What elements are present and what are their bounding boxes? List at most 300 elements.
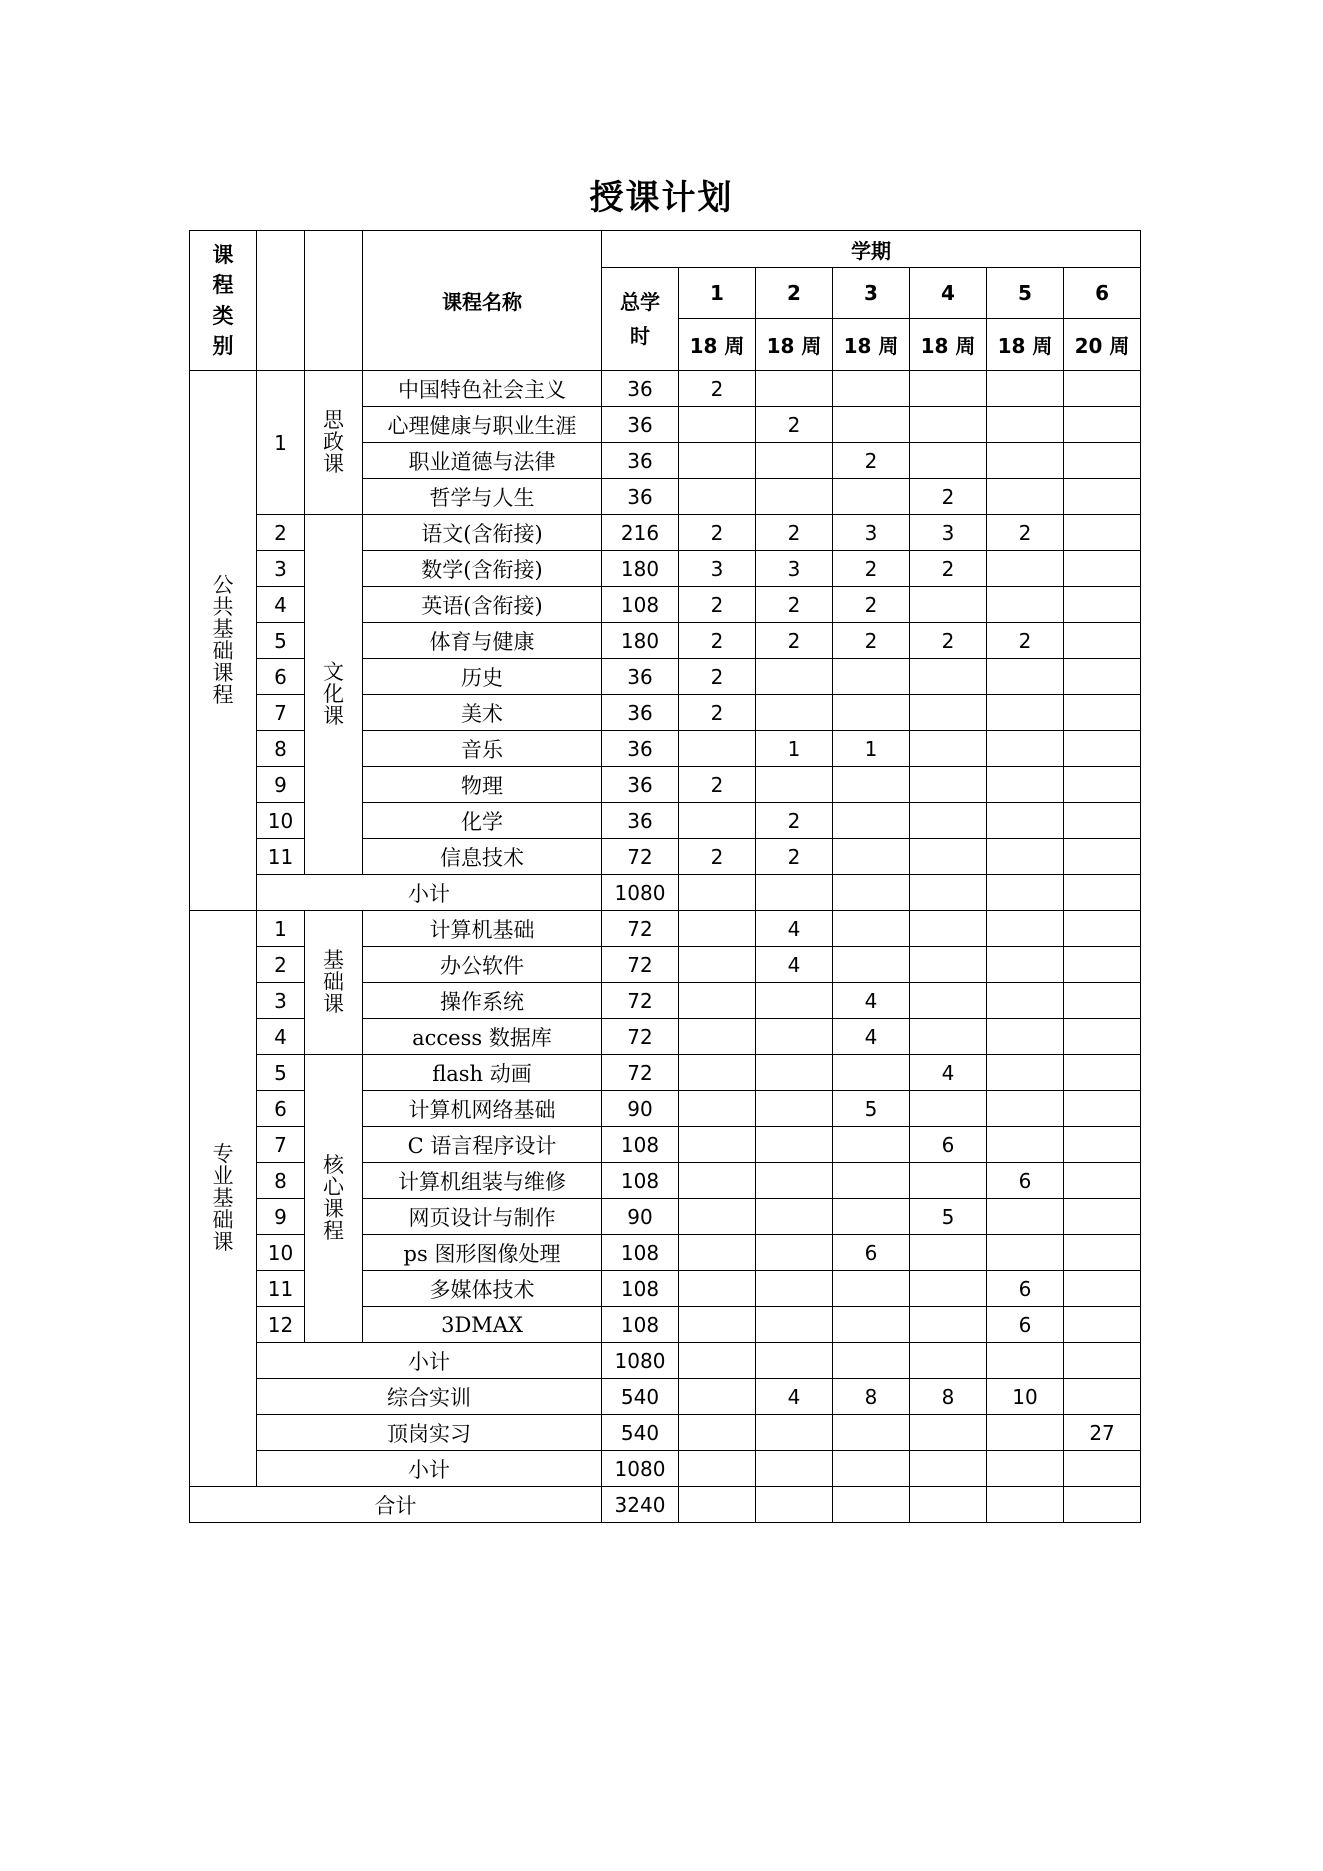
term-hours-cell: 2 — [679, 515, 756, 551]
subtotal-value: 1080 — [602, 875, 679, 911]
term-hours-cell — [833, 1343, 910, 1379]
grand-total-value: 3240 — [602, 1487, 679, 1523]
term-hours-cell — [910, 371, 987, 407]
term-hours-cell — [910, 1019, 987, 1055]
term-hours-cell — [987, 839, 1064, 875]
term-hours-cell — [756, 1451, 833, 1487]
term-hours-cell — [910, 731, 987, 767]
term-hours-cell — [1064, 479, 1141, 515]
term-hours-cell: 6 — [910, 1127, 987, 1163]
term-hours-cell — [1064, 875, 1141, 911]
term-hours-cell — [910, 1415, 987, 1451]
course-name: 3DMAX — [363, 1307, 602, 1343]
term-hours-cell: 2 — [910, 479, 987, 515]
term-hours-cell — [833, 371, 910, 407]
term-hours-cell — [1064, 1199, 1141, 1235]
term-hours-cell — [910, 659, 987, 695]
term-hours-cell — [1064, 1055, 1141, 1091]
header-term: 3 — [833, 268, 910, 319]
term-hours-cell: 2 — [679, 695, 756, 731]
term-hours-cell: 2 — [679, 659, 756, 695]
term-hours-cell — [1064, 983, 1141, 1019]
course-number: 12 — [257, 1307, 305, 1343]
term-hours-cell — [756, 1487, 833, 1523]
term-hours-cell: 4 — [756, 947, 833, 983]
term-hours-cell: 8 — [910, 1379, 987, 1415]
course-name: 网页设计与制作 — [363, 1199, 602, 1235]
term-hours-cell: 6 — [987, 1271, 1064, 1307]
header-weeks: 18 周 — [679, 319, 756, 371]
term-hours-cell — [679, 1451, 756, 1487]
subtotal-label: 小计 — [257, 1343, 602, 1379]
term-hours-cell — [756, 443, 833, 479]
term-hours-cell: 2 — [756, 407, 833, 443]
term-hours-cell — [756, 1127, 833, 1163]
term-hours-cell: 8 — [833, 1379, 910, 1415]
course-name: 信息技术 — [363, 839, 602, 875]
term-hours-cell — [1064, 407, 1141, 443]
term-hours-cell — [1064, 1019, 1141, 1055]
term-hours-cell — [756, 1019, 833, 1055]
term-hours-cell: 6 — [987, 1163, 1064, 1199]
term-hours-cell — [833, 1163, 910, 1199]
term-hours-cell — [1064, 623, 1141, 659]
term-hours-cell — [987, 1487, 1064, 1523]
table-row — [190, 1451, 1141, 1487]
header-blank-no — [257, 231, 305, 371]
term-hours-cell — [679, 875, 756, 911]
total-hours-cell: 180 — [602, 623, 679, 659]
table-row — [190, 515, 1141, 551]
total-hours-cell: 72 — [602, 839, 679, 875]
total-hours-cell: 36 — [602, 407, 679, 443]
term-hours-cell: 4 — [833, 983, 910, 1019]
term-hours-cell — [833, 803, 910, 839]
header-weeks: 20 周 — [1064, 319, 1141, 371]
term-hours-cell: 1 — [833, 731, 910, 767]
total-hours-cell: 108 — [602, 1163, 679, 1199]
term-hours-cell: 2 — [756, 587, 833, 623]
category-label-professional: 专业基础课 — [190, 911, 257, 1487]
term-hours-cell — [987, 1127, 1064, 1163]
course-name: 化学 — [363, 803, 602, 839]
total-hours-cell: 36 — [602, 695, 679, 731]
course-number: 3 — [257, 551, 305, 587]
term-hours-cell — [833, 1199, 910, 1235]
term-hours-cell — [910, 1271, 987, 1307]
item-label: 综合实训 — [257, 1379, 602, 1415]
term-hours-cell — [679, 1343, 756, 1379]
term-hours-cell — [910, 1307, 987, 1343]
term-hours-cell: 2 — [756, 623, 833, 659]
term-hours-cell — [910, 875, 987, 911]
course-name: 办公软件 — [363, 947, 602, 983]
term-hours-cell — [1064, 767, 1141, 803]
course-name: 计算机网络基础 — [363, 1091, 602, 1127]
total-hours-cell: 72 — [602, 983, 679, 1019]
term-hours-cell — [756, 1235, 833, 1271]
term-hours-cell: 3 — [910, 515, 987, 551]
page-title: 授课计划 — [589, 178, 734, 218]
total-hours-cell: 216 — [602, 515, 679, 551]
term-hours-cell: 27 — [1064, 1415, 1141, 1451]
term-hours-cell — [1064, 443, 1141, 479]
course-name: access 数据库 — [363, 1019, 602, 1055]
total-hours-cell: 36 — [602, 371, 679, 407]
total-hours-cell: 72 — [602, 1019, 679, 1055]
header-term: 1 — [679, 268, 756, 319]
course-name: 多媒体技术 — [363, 1271, 602, 1307]
term-hours-cell — [910, 695, 987, 731]
table-row — [190, 875, 1141, 911]
term-hours-cell: 2 — [833, 551, 910, 587]
course-number: 5 — [257, 623, 305, 659]
term-hours-cell — [910, 1163, 987, 1199]
term-hours-cell — [833, 1307, 910, 1343]
term-hours-cell — [679, 1415, 756, 1451]
table-row — [190, 371, 1141, 407]
total-hours-cell: 36 — [602, 767, 679, 803]
term-hours-cell — [1064, 1127, 1141, 1163]
term-hours-cell: 2 — [987, 515, 1064, 551]
course-name: 数学(含衔接) — [363, 551, 602, 587]
term-hours-cell — [679, 947, 756, 983]
term-hours-cell: 2 — [833, 443, 910, 479]
term-hours-cell — [987, 731, 1064, 767]
course-number: 6 — [257, 1091, 305, 1127]
course-name: 音乐 — [363, 731, 602, 767]
term-hours-cell — [1064, 1379, 1141, 1415]
term-hours-cell: 10 — [987, 1379, 1064, 1415]
group-label: 思政课 — [305, 371, 363, 515]
term-hours-cell — [1064, 1271, 1141, 1307]
term-hours-cell — [1064, 1451, 1141, 1487]
header-term: 5 — [987, 268, 1064, 319]
course-number: 9 — [257, 767, 305, 803]
term-hours-cell — [987, 911, 1064, 947]
term-hours-cell — [833, 695, 910, 731]
term-hours-cell — [833, 1271, 910, 1307]
term-hours-cell: 4 — [756, 1379, 833, 1415]
term-hours-cell — [833, 1451, 910, 1487]
term-hours-cell — [756, 1055, 833, 1091]
header-weeks: 18 周 — [987, 319, 1064, 371]
total-hours-cell: 108 — [602, 1307, 679, 1343]
term-hours-cell — [756, 479, 833, 515]
term-hours-cell — [910, 587, 987, 623]
course-number: 7 — [257, 1127, 305, 1163]
term-hours-cell — [910, 1343, 987, 1379]
term-hours-cell — [756, 767, 833, 803]
group-label: 基础课 — [305, 911, 363, 1055]
term-hours-cell — [833, 1415, 910, 1451]
term-hours-cell — [1064, 515, 1141, 551]
grand-total-label: 合计 — [190, 1487, 602, 1523]
term-hours-cell — [987, 659, 1064, 695]
term-hours-cell — [1064, 911, 1141, 947]
term-hours-cell — [987, 983, 1064, 1019]
term-hours-cell — [833, 839, 910, 875]
term-hours-cell — [1064, 1163, 1141, 1199]
term-hours-cell — [756, 1415, 833, 1451]
subtotal-label: 小计 — [257, 1451, 602, 1487]
header-weeks: 18 周 — [756, 319, 833, 371]
total-hours-cell: 72 — [602, 911, 679, 947]
term-hours-cell — [987, 1343, 1064, 1379]
course-name: 操作系统 — [363, 983, 602, 1019]
term-hours-cell — [1064, 695, 1141, 731]
term-hours-cell — [910, 443, 987, 479]
term-hours-cell: 2 — [679, 371, 756, 407]
term-hours-cell — [679, 1019, 756, 1055]
term-hours-cell — [910, 1487, 987, 1523]
course-number: 1 — [257, 371, 305, 515]
teaching-plan-table — [189, 230, 1141, 1523]
term-hours-cell — [987, 479, 1064, 515]
term-hours-cell — [679, 983, 756, 1019]
term-hours-cell — [987, 371, 1064, 407]
term-hours-cell — [987, 875, 1064, 911]
term-hours-cell — [679, 803, 756, 839]
term-hours-cell — [756, 1307, 833, 1343]
term-hours-cell — [756, 659, 833, 695]
table-row — [190, 911, 1141, 947]
term-hours-cell: 4 — [833, 1019, 910, 1055]
header-weeks: 18 周 — [833, 319, 910, 371]
term-hours-cell — [987, 695, 1064, 731]
term-hours-cell — [987, 803, 1064, 839]
term-hours-cell — [833, 875, 910, 911]
term-hours-cell: 3 — [679, 551, 756, 587]
term-hours-cell — [833, 1127, 910, 1163]
total-hours-cell: 36 — [602, 803, 679, 839]
total-hours-cell: 1080 — [602, 1451, 679, 1487]
course-name: 心理健康与职业生涯 — [363, 407, 602, 443]
term-hours-cell — [679, 1163, 756, 1199]
term-hours-cell — [679, 1055, 756, 1091]
course-name: ps 图形图像处理 — [363, 1235, 602, 1271]
course-name: 美术 — [363, 695, 602, 731]
course-name: 体育与健康 — [363, 623, 602, 659]
term-hours-cell — [679, 731, 756, 767]
term-hours-cell: 3 — [833, 515, 910, 551]
term-hours-cell: 2 — [910, 623, 987, 659]
term-hours-cell — [833, 911, 910, 947]
term-hours-cell: 1 — [756, 731, 833, 767]
term-hours-cell: 2 — [910, 551, 987, 587]
term-hours-cell — [910, 1451, 987, 1487]
term-hours-cell — [987, 767, 1064, 803]
term-hours-cell: 6 — [987, 1307, 1064, 1343]
course-number: 7 — [257, 695, 305, 731]
total-hours-cell: 108 — [602, 1235, 679, 1271]
term-hours-cell — [1064, 803, 1141, 839]
course-name: 计算机组装与维修 — [363, 1163, 602, 1199]
term-hours-cell — [987, 1091, 1064, 1127]
term-hours-cell — [756, 371, 833, 407]
term-hours-cell — [910, 407, 987, 443]
term-hours-cell — [987, 551, 1064, 587]
term-hours-cell — [1064, 1091, 1141, 1127]
term-hours-cell — [756, 1343, 833, 1379]
course-number: 9 — [257, 1199, 305, 1235]
term-hours-cell — [833, 1487, 910, 1523]
term-hours-cell — [679, 1487, 756, 1523]
term-hours-cell — [833, 407, 910, 443]
term-hours-cell — [1064, 1487, 1141, 1523]
course-number: 11 — [257, 839, 305, 875]
term-hours-cell — [987, 947, 1064, 983]
course-number: 2 — [257, 947, 305, 983]
term-hours-cell — [679, 407, 756, 443]
term-hours-cell — [833, 767, 910, 803]
term-hours-cell — [679, 911, 756, 947]
term-hours-cell: 2 — [987, 623, 1064, 659]
table-row — [190, 1055, 1141, 1091]
term-hours-cell — [910, 911, 987, 947]
header-weeks: 18 周 — [910, 319, 987, 371]
term-hours-cell — [756, 875, 833, 911]
total-hours-cell: 36 — [602, 659, 679, 695]
total-hours-cell: 36 — [602, 479, 679, 515]
total-hours-cell: 108 — [602, 1271, 679, 1307]
term-hours-cell — [679, 1379, 756, 1415]
subtotal-label: 小计 — [257, 875, 602, 911]
term-hours-cell — [910, 1091, 987, 1127]
total-hours-cell: 72 — [602, 947, 679, 983]
total-hours-cell: 72 — [602, 1055, 679, 1091]
term-hours-cell — [679, 479, 756, 515]
header-semester: 学期 — [602, 231, 1141, 268]
course-number: 4 — [257, 587, 305, 623]
term-hours-cell — [987, 407, 1064, 443]
course-number: 8 — [257, 1163, 305, 1199]
term-hours-cell — [910, 983, 987, 1019]
group-label: 文化课 — [305, 515, 363, 875]
term-hours-cell: 2 — [833, 623, 910, 659]
header-total-hours: 总学时 — [602, 268, 679, 371]
term-hours-cell — [910, 947, 987, 983]
term-hours-cell — [1064, 551, 1141, 587]
term-hours-cell — [910, 803, 987, 839]
course-name: 中国特色社会主义 — [363, 371, 602, 407]
term-hours-cell — [1064, 371, 1141, 407]
term-hours-cell — [833, 1055, 910, 1091]
term-hours-cell — [679, 1307, 756, 1343]
course-number: 5 — [257, 1055, 305, 1091]
course-name: C 语言程序设计 — [363, 1127, 602, 1163]
term-hours-cell — [1064, 1343, 1141, 1379]
course-name: 物理 — [363, 767, 602, 803]
term-hours-cell: 4 — [756, 911, 833, 947]
term-hours-cell: 2 — [679, 839, 756, 875]
term-hours-cell — [910, 767, 987, 803]
term-hours-cell: 2 — [756, 839, 833, 875]
term-hours-cell: 2 — [833, 587, 910, 623]
term-hours-cell — [679, 443, 756, 479]
term-hours-cell — [679, 1235, 756, 1271]
term-hours-cell: 2 — [679, 587, 756, 623]
term-hours-cell: 4 — [910, 1055, 987, 1091]
course-number: 1 — [257, 911, 305, 947]
course-name: 计算机基础 — [363, 911, 602, 947]
term-hours-cell — [987, 1415, 1064, 1451]
table-row — [190, 1415, 1141, 1451]
term-hours-cell — [1064, 839, 1141, 875]
term-hours-cell — [679, 1271, 756, 1307]
term-hours-cell — [1064, 1307, 1141, 1343]
header-term: 6 — [1064, 268, 1141, 319]
term-hours-cell — [679, 1091, 756, 1127]
term-hours-cell: 5 — [910, 1199, 987, 1235]
term-hours-cell — [756, 695, 833, 731]
course-name: 职业道德与法律 — [363, 443, 602, 479]
total-hours-cell: 1080 — [602, 1343, 679, 1379]
total-hours-cell: 36 — [602, 731, 679, 767]
term-hours-cell: 5 — [833, 1091, 910, 1127]
total-hours-cell: 108 — [602, 1127, 679, 1163]
course-name: flash 动画 — [363, 1055, 602, 1091]
category-label-public: 公共基础课程 — [190, 371, 257, 911]
term-hours-cell — [987, 587, 1064, 623]
term-hours-cell: 2 — [756, 515, 833, 551]
term-hours-cell — [910, 1235, 987, 1271]
term-hours-cell — [756, 1271, 833, 1307]
term-hours-cell — [1064, 659, 1141, 695]
item-label: 顶岗实习 — [257, 1415, 602, 1451]
group-label: 核心课程 — [305, 1055, 363, 1343]
course-name: 语文(含衔接) — [363, 515, 602, 551]
term-hours-cell — [987, 1235, 1064, 1271]
term-hours-cell — [1064, 1235, 1141, 1271]
total-hours-cell: 90 — [602, 1199, 679, 1235]
term-hours-cell — [833, 947, 910, 983]
term-hours-cell — [987, 443, 1064, 479]
term-hours-cell — [756, 1199, 833, 1235]
course-number: 11 — [257, 1271, 305, 1307]
term-hours-cell — [1064, 731, 1141, 767]
header-category: 课程类别 — [190, 231, 257, 371]
term-hours-cell — [1064, 587, 1141, 623]
term-hours-cell — [910, 839, 987, 875]
header-course-name: 课程名称 — [363, 231, 602, 371]
course-number: 2 — [257, 515, 305, 551]
term-hours-cell: 6 — [833, 1235, 910, 1271]
term-hours-cell — [679, 1127, 756, 1163]
total-hours-cell: 108 — [602, 587, 679, 623]
term-hours-cell — [987, 1055, 1064, 1091]
term-hours-cell — [1064, 947, 1141, 983]
term-hours-cell — [987, 1451, 1064, 1487]
course-number: 10 — [257, 803, 305, 839]
term-hours-cell — [833, 479, 910, 515]
term-hours-cell — [756, 1163, 833, 1199]
total-hours-cell: 36 — [602, 443, 679, 479]
course-number: 6 — [257, 659, 305, 695]
course-number: 4 — [257, 1019, 305, 1055]
total-hours-cell: 540 — [602, 1415, 679, 1451]
course-number: 10 — [257, 1235, 305, 1271]
course-name: 哲学与人生 — [363, 479, 602, 515]
total-hours-cell: 180 — [602, 551, 679, 587]
total-hours-cell: 540 — [602, 1379, 679, 1415]
table-row — [190, 1487, 1141, 1523]
table-row — [190, 1379, 1141, 1415]
header-blank-group — [305, 231, 363, 371]
term-hours-cell: 2 — [756, 803, 833, 839]
header-term: 2 — [756, 268, 833, 319]
term-hours-cell — [987, 1019, 1064, 1055]
